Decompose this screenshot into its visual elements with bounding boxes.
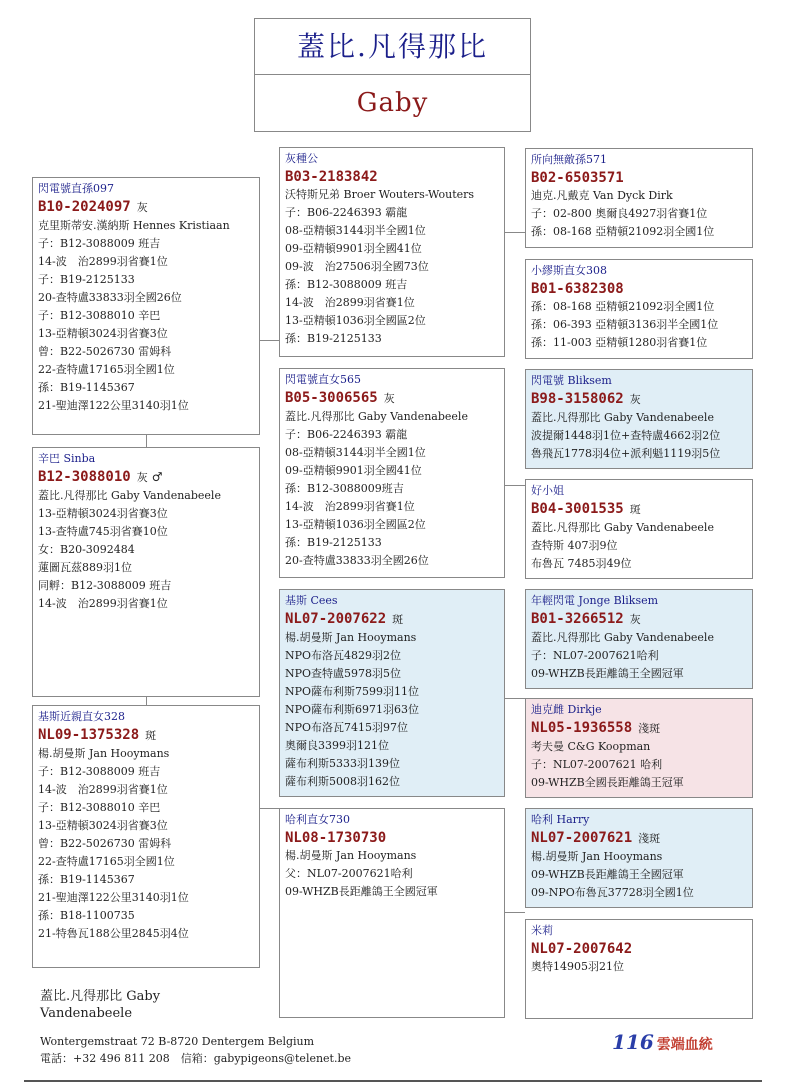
ring-number: B03-2183842 [285,169,378,185]
info-line: 14-波 治2899羽省賽1位 [38,597,168,610]
pigeon-color: 灰 [629,613,641,626]
info-line: 子：B06-2246393 霸龍 [285,206,408,219]
pigeon-name: 哈利 Harry [531,813,590,826]
info-line: 子：NL07-2007621哈利 [531,649,659,662]
info-line: 迪克.凡戴克 Van Dyck Dirk [531,189,673,202]
info-line: 子：02-800 奧爾良4927羽省賽1位 [531,207,708,220]
info-line: 曾：B22-5026730 雷姆科 [38,345,172,358]
dam-sire-card [279,589,505,797]
info-line: 奧爾良3399羽121位 [285,739,389,752]
ring-number: B05-3006565 [285,390,378,406]
info-line: 薩布利斯5008羽162位 [285,775,400,788]
footer-address: Wontergemstraat 72 B-8720 Dentergem Belgium [40,1035,315,1048]
pigeon-color: 淺斑 [638,722,661,735]
dam-dam-dam-card [525,919,753,1019]
pigeon-color: 淺斑 [638,832,661,845]
info-line: 薩布利斯5333羽139位 [285,757,400,770]
info-line: 子：B12-3088010 辛巴 [38,309,161,322]
pigeon-color: 斑 [145,729,157,742]
info-line: 09-WHZB長距離鴿王全國冠軍 [285,885,438,898]
connector-line [146,697,147,705]
pigeon-name: 迪克雌 Dirkje [531,703,602,716]
breeder-name-english: Gaby [356,88,429,118]
footer-contact [40,1033,351,1067]
pigeon-name: 哈利直女730 [285,813,350,826]
info-line: 20-查特盧33833羽全國26位 [285,554,429,567]
ring-number: B01-6382308 [531,281,624,297]
info-line: 孫：B18-1100735 [38,909,135,922]
cloud-pedigree-logo-icon [612,1030,713,1054]
info-line: 蓋比.凡得那比 Gaby Vandenabeele [531,411,714,424]
sire-dam-dam-card [525,479,753,579]
info-line: 克里斯蒂安.漢納斯 Hennes Kristiaan [38,219,230,232]
ring-number: B12-3088010 [38,469,131,485]
info-line: 子：B19-2125133 [38,273,135,286]
info-line: 布魯瓦 7485羽49位 [531,557,632,570]
pigeon-name: 好小姐 [531,484,564,497]
info-line: 孫：B19-2125133 [285,332,382,345]
info-line: 孫：B19-1145367 [38,381,135,394]
info-line: 14-波 治2899羽省賽1位 [285,296,415,309]
info-line: 09-波 治27506羽全國73位 [285,260,429,273]
info-line: 09-WHZB長距離鴿王全國冠軍 [531,667,684,680]
info-line: 楊.胡曼斯 Jan Hooymans [38,747,170,760]
pigeon-name: 小繆斯直女308 [531,264,607,277]
info-line: 09-WHZB長距離鴿王全國冠軍 [531,868,684,881]
ring-number: NL08-1730730 [285,830,387,846]
pigeon-color: 灰 [136,201,148,214]
info-line: 沃特斯兄弟 Broer Wouters-Wouters [285,188,475,201]
connector-line [259,808,279,809]
logo-text: 雲端血統 [656,1037,713,1053]
pigeon-name: 基斯近親直女328 [38,710,125,723]
info-line: 子：B12-3088009 班吉 [38,765,161,778]
info-line: 子：NL07-2007621 哈利 [531,758,663,771]
info-line: 21-聖迪澤122公里3140羽1位 [38,399,189,412]
info-line: 孫：B12-3088009班吉 [285,482,404,495]
pigeon-name: 基斯 Cees [285,594,338,607]
ring-number: NL07-2007621 [531,830,633,846]
info-line: 14-波 治2899羽省賽1位 [285,500,415,513]
info-line: 蓋比.凡得那比 Gaby Vandenabeele [38,489,221,502]
info-line: 21-聖迪澤122公里3140羽1位 [38,891,189,904]
info-line: 21-特魯瓦188公里2845羽4位 [38,927,189,940]
ring-number: B02-6503571 [531,170,624,186]
pigeon-name: 年輕閃電 Jonge Bliksem [531,594,659,607]
pigeon-name: 閃電號 Bliksem [531,374,612,387]
logo-number: 116 [612,1030,654,1054]
connector-line [505,232,525,233]
info-line: 楊.胡曼斯 Jan Hooymans [285,631,417,644]
pigeon-color: 灰 [629,393,641,406]
connector-line [505,698,525,699]
info-line: 22-查特盧17165羽全國1位 [38,855,175,868]
dam-dam-card [279,808,505,1018]
subject-card [32,447,260,697]
info-line: 考夫曼 C&G Koopman [531,740,651,753]
info-line: 13-亞精頓3024羽省賽3位 [38,507,168,520]
pigeon-name: 米莉 [531,924,553,937]
bottom-divider [24,1080,762,1082]
info-line: 08-亞精頓3144羽半全國1位 [285,224,426,237]
pigeon-color: 斑 [629,503,641,516]
info-line: NPO布洛瓦4829羽2位 [285,649,402,662]
ring-number: NL07-2007642 [531,941,633,957]
info-line: NPO查特盧5978羽5位 [285,667,402,680]
info-line: 20-查特盧33833羽全國26位 [38,291,182,304]
pigeon-color: 灰 [383,392,395,405]
info-line: 蓋比.凡得那比 Gaby Vandenabeele [285,410,468,423]
info-line: 蓮圖瓦茲889羽1位 [38,561,132,574]
pigeon-name: 閃電號直女565 [285,373,361,386]
info-line: 09-亞精頓9901羽全國41位 [285,242,422,255]
info-line: 13-亞精頓1036羽全國區2位 [285,518,426,531]
info-line: 13-亞精頓3024羽省賽3位 [38,819,168,832]
info-line: 波提爾1448羽1位+查特盧4662羽2位 [531,429,721,442]
info-line: 曾：B22-5026730 雷姆科 [38,837,172,850]
info-line: 14-波 治2899羽省賽1位 [38,255,168,268]
pigeon-color: 灰 [136,471,148,484]
footer-phone-email: 電話：+32 496 811 208 信箱：gabypigeons@telenet.be [40,1052,352,1065]
info-line: 14-波 治2899羽省賽1位 [38,783,168,796]
info-line: 楊.胡曼斯 Jan Hooymans [285,849,417,862]
info-line: 孫：B19-1145367 [38,873,135,886]
info-line: 孫：06-393 亞精頓3136羽半全國1位 [531,318,719,331]
sire-card [32,177,260,435]
ring-number: B10-2024097 [38,199,131,215]
ring-number: NL07-2007622 [285,611,387,627]
info-line: 孫：B19-2125133 [285,536,382,549]
pigeon-name: 辛巴 Sinba [38,452,96,465]
info-line: 09-亞精頓9901羽全國41位 [285,464,422,477]
breeder-name-chinese: 蓋比.凡得那比 [255,19,530,75]
sire-dam-sire-card [525,369,753,469]
info-line: 魯飛瓦1778羽4位+派利魁1119羽5位 [531,447,721,460]
footer-name-cn: 蓋比.凡得那比 Gaby [40,989,161,1004]
pigeon-name: 閃電號直孫097 [38,182,114,195]
info-line: 蓋比.凡得那比 Gaby Vandenabeele [531,521,714,534]
ring-number: B01-3266512 [531,611,624,627]
ring-number: B98-3158062 [531,391,624,407]
dam-sire-dam-card [525,698,753,798]
info-line: NPO薩布利斯7599羽11位 [285,685,420,698]
info-line: 女：B20-3092484 [38,543,135,556]
sire-dam-card [279,368,505,578]
info-line: 08-亞精頓3144羽半全國1位 [285,446,426,459]
footer-name-en: Vandenabeele [40,1006,133,1021]
dam-card [32,705,260,968]
dam-sire-sire-card [525,589,753,689]
info-line: 楊.胡曼斯 Jan Hooymans [531,850,663,863]
connector-line [146,435,147,447]
info-line: 孫：B12-3088009 班吉 [285,278,408,291]
sire-sire-card [279,147,505,357]
sire-sire-sire-card [525,148,753,248]
info-line: NPO薩布利斯6971羽63位 [285,703,420,716]
pedigree-title [254,18,531,132]
info-line: 子：B12-3088009 班吉 [38,237,161,250]
info-line: 子：B06-2246393 霸龍 [285,428,408,441]
connector-line [505,912,525,913]
ring-number: NL05-1936558 [531,720,633,736]
pigeon-name: 灰種公 [285,152,318,165]
ring-number: B04-3001535 [531,501,624,517]
connector-line [505,485,525,486]
info-line: 孫：11-003 亞精頓1280羽省賽1位 [531,336,708,349]
info-line: 13-查特盧745羽省賽10位 [38,525,168,538]
pigeon-name: 所向無敵孫571 [531,153,607,166]
info-line: 蓋比.凡得那比 Gaby Vandenabeele [531,631,714,644]
info-line: 13-亞精頓1036羽全國區2位 [285,314,426,327]
info-line: 13-亞精頓3024羽省賽3位 [38,327,168,340]
dam-dam-sire-card [525,808,753,908]
sire-sire-dam-card [525,259,753,359]
info-line: 同孵：B12-3088009 班吉 [38,579,172,592]
info-line: 09-NPO布魯瓦37728羽全國1位 [531,886,694,899]
male-symbol-icon: ♂ [151,470,163,484]
pigeon-color: 斑 [392,613,404,626]
info-line: 孫：08-168 亞精頓21092羽全國1位 [531,300,715,313]
info-line: 查特斯 407羽9位 [531,539,618,552]
connector-line [259,340,279,341]
info-line: 奧特14905羽21位 [531,960,624,973]
info-line: 父：NL07-2007621哈利 [285,867,413,880]
ring-number: NL09-1375328 [38,727,140,743]
info-line: 22-查特盧17165羽全國1位 [38,363,175,376]
info-line: NPO布洛瓦7415羽97位 [285,721,409,734]
info-line: 子：B12-3088010 辛巴 [38,801,161,814]
footer-breeder-name [40,988,160,1022]
info-line: 09-WHZB全國長距離鴿王冠軍 [531,776,684,789]
info-line: 孫：08-168 亞精頓21092羽全國1位 [531,225,715,238]
